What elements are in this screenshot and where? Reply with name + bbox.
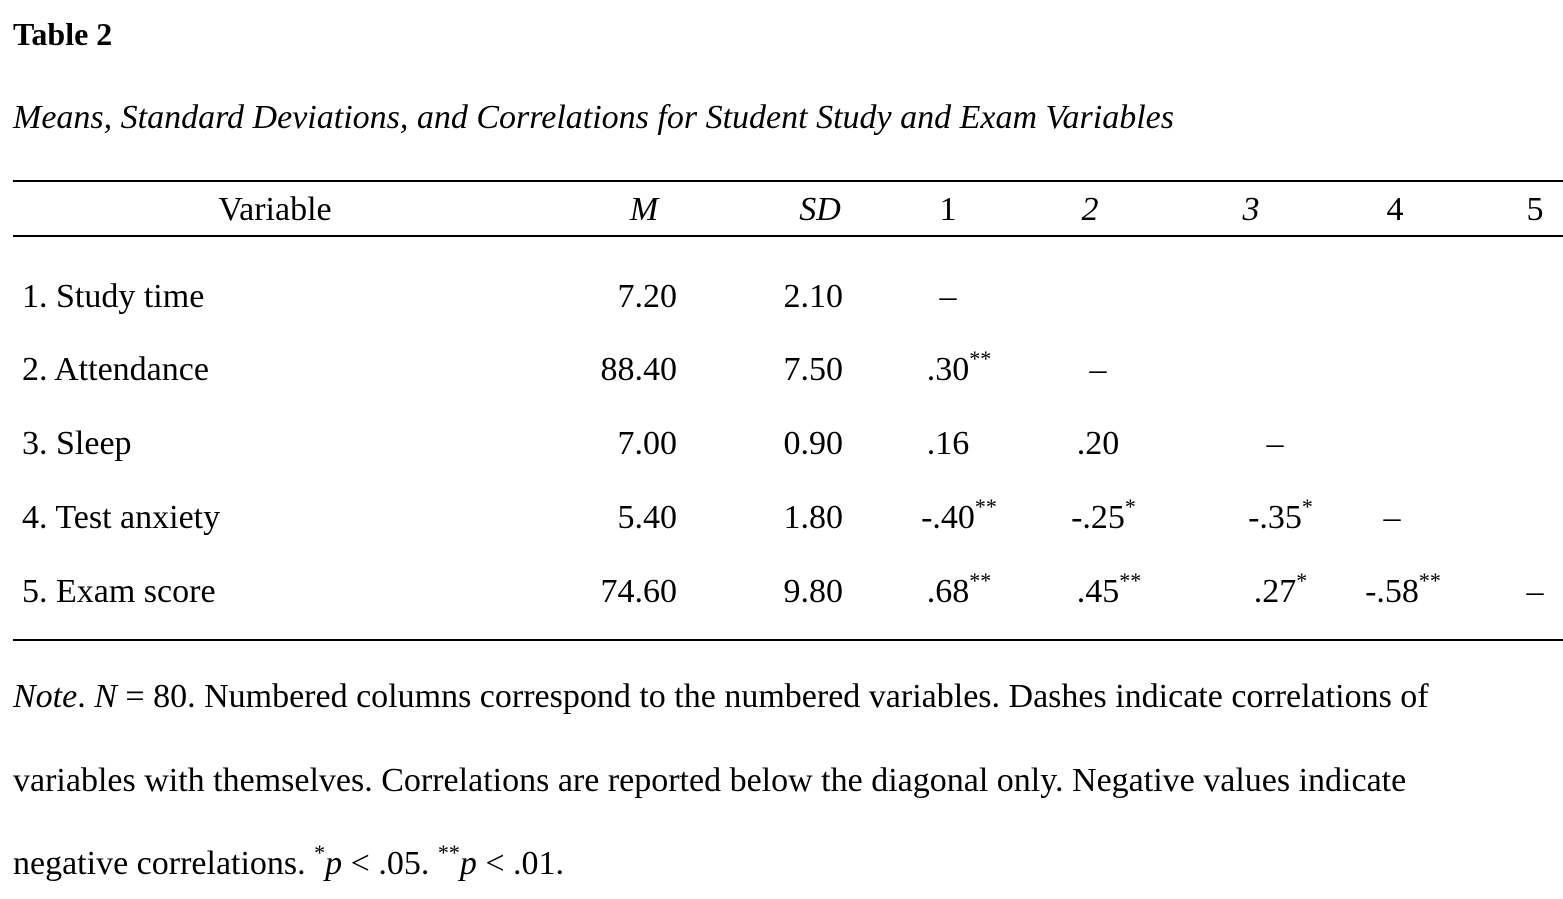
- note-line-1-text: = 80. Numbered columns correspond to the numbered variables. Dashes indicate correlations of: [116, 678, 1429, 715]
- cell-corr-1: [927, 424, 970, 464]
- cell-sd: 9.80: [783, 573, 843, 610]
- cell-corr-3: [1267, 424, 1284, 464]
- cell-corr-2: [1077, 424, 1120, 464]
- corr-value: .20: [1076, 425, 1120, 462]
- cell-mean: 88.40: [600, 351, 677, 388]
- note-line-3-text: negative correlations.: [13, 845, 315, 882]
- table-title: Means, Standard Deviations, and Correlations for Student Study and Exam Variables: [13, 99, 1174, 136]
- cell-variable: 1. Study time: [22, 278, 205, 315]
- significance-mark: *: [1296, 567, 1308, 593]
- cell-sd: 1.80: [783, 499, 843, 536]
- cell-mean: 7.00: [617, 425, 677, 462]
- corr-value: .45: [1076, 573, 1120, 610]
- note-line-3: [13, 839, 565, 885]
- sig2-mark: **: [437, 839, 460, 865]
- corr-value: -.40: [921, 499, 975, 536]
- header-col-1: 1: [939, 191, 957, 228]
- sig2-text: < .01.: [476, 845, 565, 882]
- cell-mean: 7.20: [617, 278, 677, 315]
- cell-corr-2: [1076, 567, 1142, 612]
- corr-value: .16: [926, 425, 970, 462]
- p-symbol-1: p: [325, 845, 343, 882]
- note-n-symbol: N: [94, 678, 117, 715]
- cell-mean: 74.60: [600, 573, 677, 610]
- corr-value: -.58: [1365, 573, 1419, 610]
- corr-value: –: [1266, 425, 1284, 462]
- header-rule: [13, 235, 1563, 237]
- p-symbol-2: p: [459, 845, 477, 882]
- cell-corr-1: [921, 493, 997, 538]
- cell-corr-1: [926, 345, 992, 390]
- cell-mean: 5.40: [617, 499, 677, 536]
- corr-value: -.25: [1071, 499, 1125, 536]
- cell-corr-4: [1365, 567, 1441, 612]
- significance-mark: **: [969, 567, 992, 593]
- cell-sd: 7.50: [783, 351, 843, 388]
- cell-corr-1: [940, 277, 957, 317]
- note-label: Note: [13, 678, 78, 715]
- significance-mark: *: [1124, 493, 1136, 519]
- header-col-2: 2: [1081, 191, 1099, 228]
- corr-value: .27: [1253, 573, 1297, 610]
- cell-sd: 2.10: [783, 278, 843, 315]
- top-rule: [13, 180, 1563, 182]
- corr-value: -.35: [1248, 499, 1302, 536]
- note-line-1: Note. N = 80. Numbered columns correspond to the numbered variables. Dashes indicate correlations of: [13, 678, 1429, 715]
- header-col-4: 4: [1386, 191, 1404, 228]
- cell-corr-2: [1090, 350, 1107, 390]
- cell-corr-3: [1248, 493, 1313, 538]
- significance-mark: **: [969, 345, 992, 371]
- sig1-text: < .05.: [342, 845, 438, 882]
- corr-value: –: [1526, 573, 1544, 610]
- cell-variable: 2. Attendance: [22, 351, 209, 388]
- cell-corr-4: [1384, 498, 1401, 538]
- corr-value: –: [939, 278, 957, 315]
- cell-sd: 0.90: [783, 425, 843, 462]
- corr-value: –: [1089, 351, 1107, 388]
- significance-mark: **: [1418, 567, 1441, 593]
- header-col-3: 3: [1242, 191, 1260, 228]
- sig1-mark: *: [314, 839, 326, 865]
- corr-value: .30: [926, 351, 970, 388]
- header-sd: SD: [799, 191, 841, 228]
- cell-variable: 5. Exam score: [22, 573, 216, 610]
- header-col-5: 5: [1526, 191, 1544, 228]
- cell-variable: 4. Test anxiety: [22, 499, 221, 536]
- bottom-rule: [13, 639, 1563, 641]
- note-line-2: variables with themselves. Correlations are reported below the diagonal only. Negative values indicate: [13, 762, 1407, 799]
- table-label: Table 2: [13, 16, 113, 52]
- cell-variable: 3. Sleep: [22, 425, 132, 462]
- significance-mark: **: [1119, 567, 1142, 593]
- cell-corr-1: [926, 567, 992, 612]
- corr-value: –: [1383, 499, 1401, 536]
- header-mean: M: [629, 191, 659, 228]
- significance-mark: **: [974, 493, 997, 519]
- significance-mark: *: [1301, 493, 1313, 519]
- cell-corr-2: [1071, 493, 1136, 538]
- cell-corr-5: [1527, 572, 1544, 612]
- corr-value: .68: [926, 573, 970, 610]
- cell-corr-3: [1253, 567, 1308, 612]
- header-variable: Variable: [218, 191, 332, 228]
